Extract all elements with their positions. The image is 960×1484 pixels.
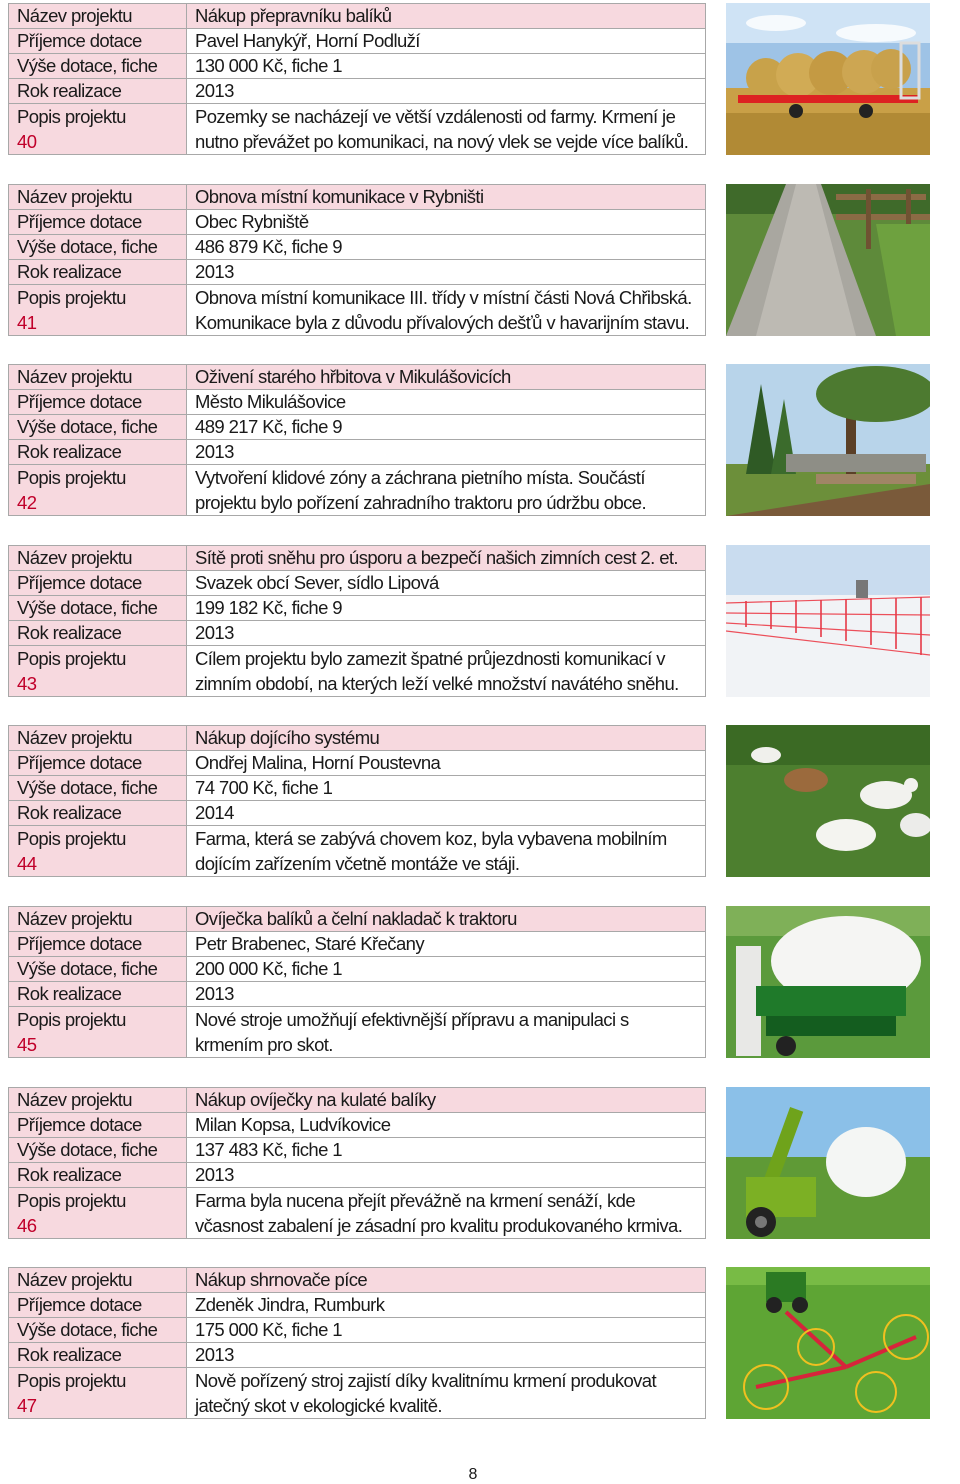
row-year [9,1343,706,1368]
row-amount [9,776,706,801]
project-name: Nákup dojícího systému [187,726,706,751]
row-year [9,982,706,1007]
row-recipient [9,29,706,54]
recipient: Zdeněk Jindra, Rumburk [187,1293,706,1318]
label-description [9,1007,187,1058]
row-year [9,259,706,284]
project-card-46 [8,1087,958,1253]
year: 2013 [187,1343,706,1368]
row-description [9,465,706,516]
amount: 200 000 Kč, fiche 1 [187,957,706,982]
label-description [9,1187,187,1238]
row-description [9,1368,706,1419]
row-amount [9,957,706,982]
amount: 486 879 Kč, fiche 9 [187,234,706,259]
label-description [9,645,187,696]
row-recipient [9,1112,706,1137]
description: Farma byla nucena přejít převážně na krmení senáží, kde včasnost zabalení je zásadní pro kvalitu produkovaného krmiva. [187,1187,706,1238]
project-card-47 [8,1267,958,1433]
description: Pozemky se nacházejí ve větší vzdálenosti od farmy. Krmení je nutno převážet po komunikaci, na nový vlek se vejde více balíků. [187,104,706,155]
label-description-text: Popis projektu [17,828,126,850]
label-description-text: Popis projektu [17,106,126,127]
hay-bale-trailer-photo-illustration [726,3,930,155]
goats-pasture-photo [726,725,930,877]
project-name: Nákup shrnovače píce [187,1268,706,1293]
label-amount: Výše dotace, fiche [9,595,187,620]
project-card-40 [8,3,958,169]
recipient: Milan Kopsa, Ludvíkovice [187,1112,706,1137]
label-recipient: Příjemce dotace [9,1112,187,1137]
year: 2013 [187,440,706,465]
project-number: 44 [17,853,37,875]
project-name: Ovíječka balíků a čelní nakladač k traktoru [187,907,706,932]
label-description-text: Popis projektu [17,647,126,669]
project-info-table [8,1087,706,1239]
description: Vytvoření klidové zóny a záchrana pietního místa. Součástí projektu bylo pořízení zahradního traktoru pro údržbu obce. [187,465,706,516]
cemetery-park-photo-illustration [726,364,930,516]
label-year: Rok realizace [9,440,187,465]
recipient: Město Mikulášovice [187,390,706,415]
label-year: Rok realizace [9,1162,187,1187]
row-project-name [9,365,706,390]
amount: 199 182 Kč, fiche 9 [187,595,706,620]
label-description [9,284,187,335]
page-number: 8 [468,1466,478,1483]
row-year [9,79,706,104]
row-project-name [9,545,706,570]
row-year [9,801,706,826]
hay-rake-tractor-photo [726,1267,930,1419]
bale-wrapper-photo [726,906,930,1058]
row-project-name [9,4,706,29]
recipient: Obec Rybniště [187,209,706,234]
label-description-text: Popis projektu [17,1189,126,1211]
project-info-table [8,545,706,697]
gravel-road-photo [726,184,930,336]
hay-rake-tractor-photo-illustration [726,1267,930,1419]
label-description-text: Popis projektu [17,467,126,489]
label-amount: Výše dotace, fiche [9,957,187,982]
snow-fence-photo-illustration [726,545,930,697]
label-recipient: Příjemce dotace [9,751,187,776]
project-name: Nákup ovíječky na kulaté balíky [187,1087,706,1112]
label-project-name: Název projektu [9,1268,187,1293]
row-recipient [9,932,706,957]
label-recipient: Příjemce dotace [9,1293,187,1318]
row-amount [9,234,706,259]
amount: 489 217 Kč, fiche 9 [187,415,706,440]
row-amount [9,415,706,440]
project-card-44 [8,725,958,891]
project-info-table [8,1267,706,1419]
row-recipient [9,751,706,776]
label-recipient: Příjemce dotace [9,932,187,957]
label-project-name: Název projektu [9,4,187,29]
row-year [9,1162,706,1187]
row-amount [9,1137,706,1162]
year: 2013 [187,620,706,645]
row-recipient [9,209,706,234]
cemetery-park-photo [726,364,930,516]
gravel-road-photo-illustration [726,184,930,336]
bale-wrapper-photo-illustration [726,906,930,1058]
label-recipient: Příjemce dotace [9,570,187,595]
label-description [9,104,187,155]
recipient: Pavel Hanykýř, Horní Podluží [187,29,706,54]
description: Nově pořízený stroj zajistí díky kvalitnímu krmení produkovat jatečný skot v ekologické kvalitě. [187,1368,706,1419]
label-description [9,465,187,516]
label-project-name: Název projektu [9,545,187,570]
row-year [9,440,706,465]
label-project-name: Název projektu [9,907,187,932]
row-amount [9,1318,706,1343]
project-name: Obnova místní komunikace v Rybništi [187,184,706,209]
project-card-41 [8,184,958,350]
project-number: 41 [17,311,37,333]
label-amount: Výše dotace, fiche [9,415,187,440]
year: 2013 [187,259,706,284]
recipient: Svazek obcí Sever, sídlo Lipová [187,570,706,595]
row-description [9,645,706,696]
label-year: Rok realizace [9,801,187,826]
label-year: Rok realizace [9,982,187,1007]
row-project-name [9,907,706,932]
label-year: Rok realizace [9,259,187,284]
project-info-table [8,725,706,877]
label-project-name: Název projektu [9,365,187,390]
project-card-42 [8,364,958,530]
label-project-name: Název projektu [9,184,187,209]
amount: 130 000 Kč, fiche 1 [187,54,706,79]
project-number: 42 [17,492,37,514]
project-info-table [8,906,706,1058]
row-description [9,104,706,155]
recipient: Ondřej Malina, Horní Poustevna [187,751,706,776]
project-number: 43 [17,672,37,694]
row-recipient [9,1293,706,1318]
year: 2013 [187,982,706,1007]
row-project-name [9,1268,706,1293]
label-recipient: Příjemce dotace [9,390,187,415]
snow-fence-photo [726,545,930,697]
label-project-name: Název projektu [9,726,187,751]
label-amount: Výše dotace, fiche [9,1318,187,1343]
project-card-43 [8,545,958,711]
row-project-name [9,726,706,751]
description: Farma, která se zabývá chovem koz, byla vybavena mobilním dojícím zařízením včetně montáže ve stáji. [187,826,706,877]
project-name: Nákup přepravníku balíků [187,4,706,29]
label-year: Rok realizace [9,79,187,104]
label-recipient: Příjemce dotace [9,209,187,234]
project-name: Sítě proti sněhu pro úsporu a bezpečí našich zimních cest 2. et. [187,545,706,570]
label-recipient: Příjemce dotace [9,29,187,54]
year: 2013 [187,1162,706,1187]
label-description-text: Popis projektu [17,1370,126,1392]
year: 2013 [187,79,706,104]
description: Cílem projektu bylo zamezit špatné průjezdnosti komunikací v zimním období, na kterých leží velké množství navátého sněhu. [187,645,706,696]
row-recipient [9,390,706,415]
project-number: 40 [17,131,37,152]
row-description [9,1007,706,1058]
project-number: 47 [17,1395,37,1417]
row-description [9,284,706,335]
label-amount: Výše dotace, fiche [9,54,187,79]
round-bale-wrapper-photo [726,1087,930,1239]
round-bale-wrapper-photo-illustration [726,1087,930,1239]
label-description-text: Popis projektu [17,286,126,308]
row-project-name [9,184,706,209]
project-number: 45 [17,1034,37,1055]
label-description [9,1368,187,1419]
label-amount: Výše dotace, fiche [9,1137,187,1162]
label-year: Rok realizace [9,620,187,645]
project-number: 46 [17,1214,37,1236]
row-description [9,826,706,877]
label-amount: Výše dotace, fiche [9,234,187,259]
row-description [9,1187,706,1238]
project-name: Oživení starého hřbitova v Mikulášovicích [187,365,706,390]
project-card-45 [8,906,958,1072]
row-amount [9,54,706,79]
project-info-table [8,184,706,336]
label-project-name: Název projektu [9,1087,187,1112]
row-year [9,620,706,645]
amount: 175 000 Kč, fiche 1 [187,1318,706,1343]
amount: 137 483 Kč, fiche 1 [187,1137,706,1162]
label-amount: Výše dotace, fiche [9,776,187,801]
label-year: Rok realizace [9,1343,187,1368]
year: 2014 [187,801,706,826]
hay-bale-trailer-photo [726,3,930,155]
goats-pasture-photo-illustration [726,725,930,877]
label-description-text: Popis projektu [17,1009,126,1030]
recipient: Petr Brabenec, Staré Křečany [187,932,706,957]
row-amount [9,595,706,620]
description: Obnova místní komunikace III. třídy v místní části Nová Chřibská. Komunikace byla z důvodu přívalových dešťů v havarijním stavu. [187,284,706,335]
project-info-table [8,3,706,155]
row-project-name [9,1087,706,1112]
project-info-table [8,364,706,516]
row-recipient [9,570,706,595]
amount: 74 700 Kč, fiche 1 [187,776,706,801]
label-description [9,826,187,877]
description: Nové stroje umožňují efektivnější přípravu a manipulaci s krmením pro skot. [187,1007,706,1058]
